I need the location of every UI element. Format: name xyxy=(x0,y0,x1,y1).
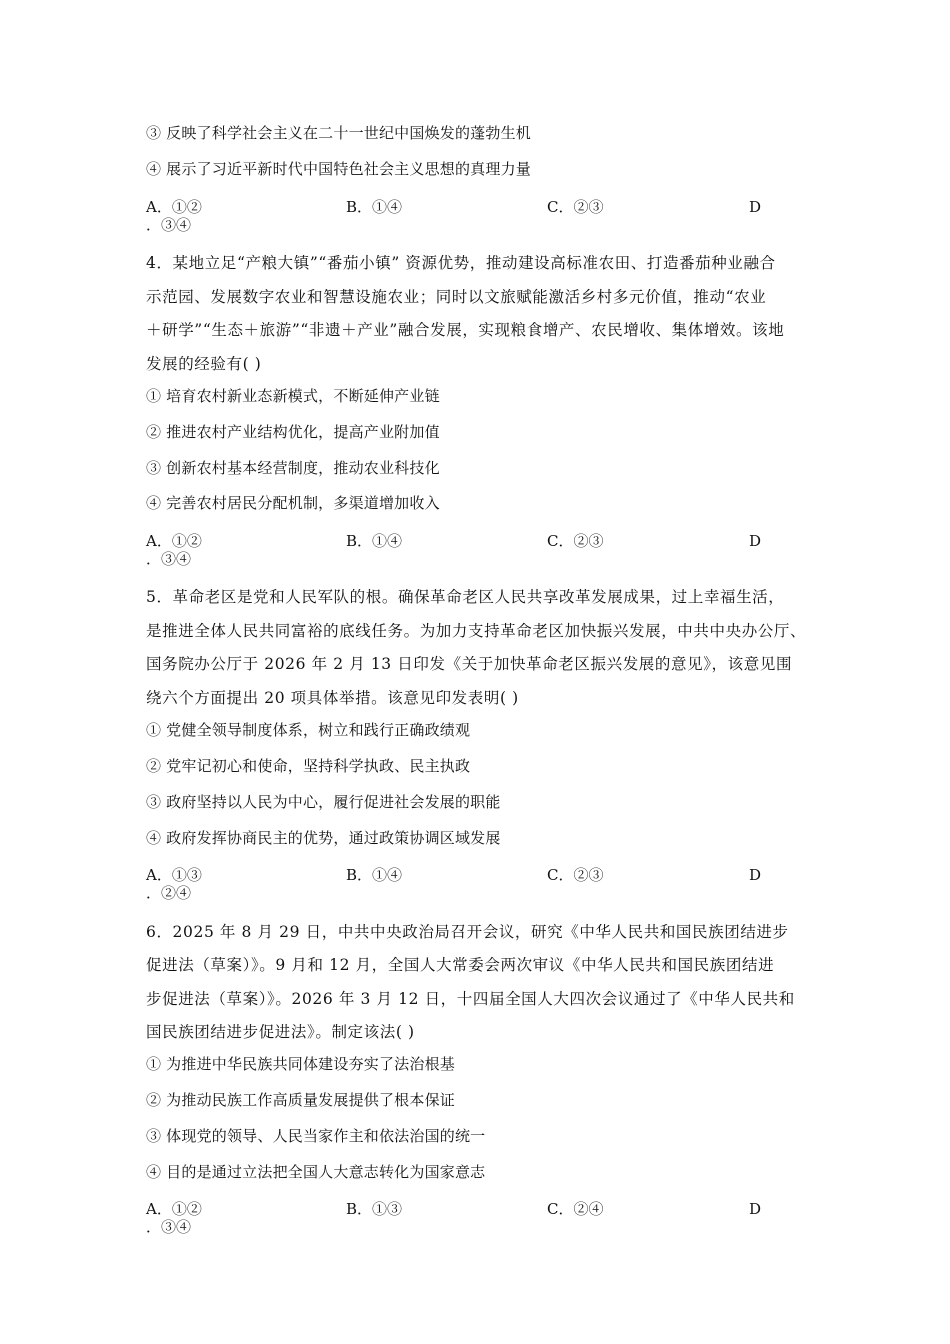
q4-option-c: C．②③ xyxy=(547,532,604,550)
q4-item-2: ② 推进农村产业结构优化，提高产业附加值 xyxy=(146,423,440,441)
q4-option-a: A．①② xyxy=(146,532,202,550)
q5-stem-line-1: 5．革命老区是党和人民军队的根。确保革命老区人民共享改革发展成果，过上幸福生活， xyxy=(146,588,785,606)
q5-item-1: ① 党健全领导制度体系，树立和践行正确政绩观 xyxy=(146,721,471,739)
q6-option-d-content: ．③④ xyxy=(146,1218,192,1236)
q6-item-3: ③ 体现党的领导、人民当家作主和依法治国的统一 xyxy=(146,1127,486,1145)
q4-stem-line-4: 发展的经验有( ) xyxy=(146,355,262,373)
q5-stem-line-4: 绕六个方面提出 20 项具体举措。该意见印发表明( ) xyxy=(146,689,519,707)
q4-option-d-content: ．③④ xyxy=(146,550,192,568)
q4-option-b: B．①④ xyxy=(346,532,403,550)
q4-stem-line-2: 示范园、发展数字农业和智慧设施农业；同时以文旅赋能激活乡村多元价值，推动“农业 xyxy=(146,288,767,306)
q3-option-c: C．②③ xyxy=(547,198,604,216)
q5-item-3: ③ 政府坚持以人民为中心，履行促进社会发展的职能 xyxy=(146,793,501,811)
q5-option-d-content: ．②④ xyxy=(146,884,192,902)
q6-stem-line-1: 6．2025 年 8 月 29 日，中共中央政治局召开会议，研究《中华人民共和国民族团结进步 xyxy=(146,923,789,941)
q3-option-b: B．①④ xyxy=(346,198,403,216)
q5-item-4: ④ 政府发挥协商民主的优势，通过政策协调区域发展 xyxy=(146,829,501,847)
q5-option-a: A．①③ xyxy=(146,866,202,884)
q3-item-3: ③ 反映了科学社会主义在二十一世纪中国焕发的蓬勃生机 xyxy=(146,124,531,142)
q4-stem-line-1: 4．某地立足“产粮大镇”“番茄小镇” 资源优势，推动建设高标准农田、打造番茄种业融合 xyxy=(146,254,776,272)
q5-option-d: D xyxy=(749,866,762,884)
q6-option-d: D xyxy=(749,1200,762,1218)
q4-option-d: D xyxy=(749,532,762,550)
q6-option-a: A．①② xyxy=(146,1200,202,1218)
q6-stem-line-3: 步促进法（草案）》。2026 年 3 月 12 日，十四届全国人大四次会议通过了《中华人民共和 xyxy=(146,990,795,1008)
q5-option-c: C．②③ xyxy=(547,866,604,884)
q6-item-2: ② 为推动民族工作高质量发展提供了根本保证 xyxy=(146,1091,455,1109)
q4-item-4: ④ 完善农村居民分配机制，多渠道增加收入 xyxy=(146,494,440,512)
q3-option-d: D xyxy=(749,198,762,216)
q5-stem-line-3: 国务院办公厅于 2026 年 2 月 13 日印发《关于加快革命老区振兴发展的意见》，该意见围 xyxy=(146,655,793,673)
q5-item-2: ② 党牢记初心和使命，坚持科学执政、民主执政 xyxy=(146,757,471,775)
q6-stem-line-2: 促进法（草案）》。9 月和 12 月，全国人大常委会两次审议《中华人民共和国民族团结进 xyxy=(146,956,775,974)
q6-item-1: ① 为推进中华民族共同体建设夯实了法治根基 xyxy=(146,1055,455,1073)
q4-item-1: ① 培育农村新业态新模式，不断延伸产业链 xyxy=(146,387,440,405)
q6-option-b: B．①③ xyxy=(346,1200,403,1218)
q4-item-3: ③ 创新农村基本经营制度，推动农业科技化 xyxy=(146,459,440,477)
q6-stem-line-4: 国民族团结进步促进法》。制定该法( ) xyxy=(146,1023,415,1041)
q3-item-4: ④ 展示了习近平新时代中国特色社会主义思想的真理力量 xyxy=(146,160,531,178)
q3-option-d-content: ．③④ xyxy=(146,216,192,234)
q6-item-4: ④ 目的是通过立法把全国人大意志转化为国家意志 xyxy=(146,1163,486,1181)
q3-option-a: A．①② xyxy=(146,198,202,216)
q6-option-c: C．②④ xyxy=(547,1200,604,1218)
q5-stem-line-2: 是推进全体人民共同富裕的底线任务。为加力支持革命老区加快振兴发展，中共中央办公厅、 xyxy=(146,622,807,640)
q4-stem-line-3: ＋研学”“生态＋旅游”“非遗＋产业”融合发展，实现粮食增产、农民增收、集体增效。该地 xyxy=(146,321,785,339)
q5-option-b: B．①④ xyxy=(346,866,403,884)
